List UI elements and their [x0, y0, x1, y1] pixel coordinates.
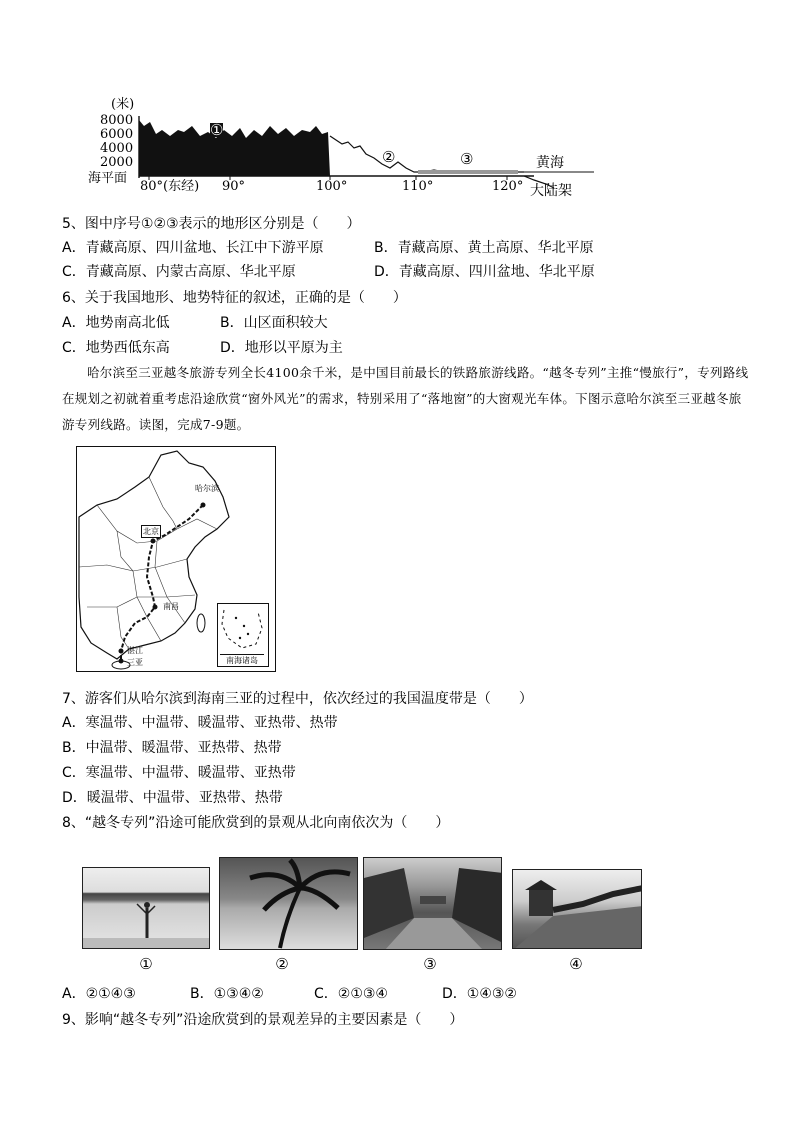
plain-band	[418, 170, 518, 174]
q8-option-d[interactable]: D．①④③②	[442, 986, 517, 1002]
region-label-3: ③	[460, 150, 474, 168]
x-tick-label: 120°	[492, 179, 524, 194]
q6-option-d[interactable]: D．地形以平原为主	[220, 340, 343, 356]
photo-label-1: ①	[139, 955, 153, 973]
photo-label-4: ④	[569, 955, 583, 973]
sea-label: 黄海	[536, 155, 564, 171]
taiwan-island	[197, 614, 205, 632]
x-tick-label: 100°	[316, 179, 348, 194]
scene-photo-4	[512, 869, 642, 949]
city-marker-beijing	[151, 539, 156, 544]
city-label-beijing: 北京	[143, 527, 159, 536]
island-dot	[235, 617, 237, 619]
shelf-label: 大陆架	[530, 183, 572, 199]
canal-scene	[364, 858, 502, 950]
terrain-profile	[84, 92, 594, 204]
city-label-sanya: 三亚	[127, 658, 143, 667]
y-tick-label: 8000	[100, 113, 134, 128]
q5-option-d[interactable]: D．青藏高原、四川盆地、华北平原	[374, 264, 595, 280]
profile-unit: (米)	[111, 97, 135, 112]
south-china-sea-inset	[217, 603, 269, 667]
island-dot	[247, 633, 249, 635]
palm-tree	[220, 858, 358, 950]
inset-label: 南海诸岛	[220, 654, 264, 666]
city-marker-harbin	[201, 503, 206, 508]
q7-option-d[interactable]: D．暖温带、中温带、亚热带、热带	[62, 790, 283, 806]
photo-label-2: ②	[275, 955, 289, 973]
q7-stem: 7、游客们从哈尔滨到海南三亚的过程中，依次经过的我国温度带是（ ）	[62, 691, 533, 707]
y-tick-label: 2000	[100, 155, 134, 170]
city-marker-sanya	[119, 659, 124, 664]
q6-option-b[interactable]: B．山区面积较大	[220, 315, 328, 331]
q7-option-c[interactable]: C．寒温带、中温带、暖温带、亚热带	[62, 765, 296, 781]
city-marker-zhanjiang	[119, 649, 124, 654]
city-label-nanchang: 南昌	[163, 602, 179, 611]
x-tick-label: 80°(东经)	[140, 179, 200, 194]
city-marker-nanchang	[153, 605, 158, 610]
q5-stem: 5、图中序号①②③表示的地形区分别是（ ）	[62, 216, 361, 232]
photo-label-3: ③	[423, 955, 437, 973]
scene-photo-2	[219, 857, 358, 950]
region-label-2: ②	[382, 148, 396, 166]
city-label-zhanjiang: 湛江	[127, 646, 143, 655]
q5-option-b[interactable]: B．青藏高原、黄土高原、华北平原	[374, 240, 594, 256]
great-wall	[513, 870, 642, 949]
inset-graphic	[218, 604, 267, 654]
q8-option-c[interactable]: C．②①③④	[314, 986, 388, 1002]
q8-option-b[interactable]: B．①③④②	[190, 986, 264, 1002]
q7-option-a[interactable]: A．寒温带、中温带、暖温带、亚热带、热带	[62, 715, 338, 731]
passage-text: 哈尔滨至三亚越冬旅游专列全长4100余千米，是中国目前最长的铁路旅游线路。“越冬专列”主推“慢旅行”，专列路线在规划之初就着重考虑沿途欣赏“窗外风光”的需求，特别采用了“落地窗”的大窗观光车体。下图示意哈尔滨至三亚越冬旅游专列线路。读图，完成7-9题。	[62, 365, 749, 432]
city-label-harbin: 哈尔滨	[195, 484, 219, 493]
reading-passage	[62, 360, 752, 438]
q8-option-a[interactable]: A．②①④③	[62, 986, 136, 1002]
route-map	[76, 446, 276, 672]
region-label-1: ①	[210, 121, 224, 139]
sea-level-label: 海平面	[88, 171, 128, 186]
q6-option-a[interactable]: A．地势南高北低	[62, 315, 170, 331]
skier-figure	[83, 868, 210, 949]
x-tick-label: 110°	[402, 179, 434, 194]
island-dot	[243, 625, 245, 627]
x-tick-label: 90°	[222, 179, 246, 194]
q9-stem: 9、影响“越冬专列”沿途欣赏到的景观差异的主要因素是（ ）	[62, 1012, 464, 1028]
q7-option-b[interactable]: B．中温带、暖温带、亚热带、热带	[62, 740, 282, 756]
q6-option-c[interactable]: C．地势西低东高	[62, 340, 170, 356]
scene-photo-1	[82, 867, 210, 949]
island-dot	[239, 637, 241, 639]
q5-option-a[interactable]: A．青藏高原、四川盆地、长江中下游平原	[62, 240, 324, 256]
q8-stem: 8、“越冬专列”沿途可能欣赏到的景观从北向南依次为（ ）	[62, 815, 450, 831]
q5-option-c[interactable]: C．青藏高原、内蒙古高原、华北平原	[62, 264, 296, 280]
y-tick-label: 6000	[100, 127, 134, 142]
q6-stem: 6、关于我国地形、地势特征的叙述，正确的是（ ）	[62, 290, 407, 306]
terrain-outline	[330, 136, 524, 172]
scene-photo-3	[363, 857, 502, 950]
nine-dash-line	[222, 610, 262, 648]
plateau-silhouette	[139, 120, 330, 176]
y-tick-label: 4000	[100, 141, 134, 156]
